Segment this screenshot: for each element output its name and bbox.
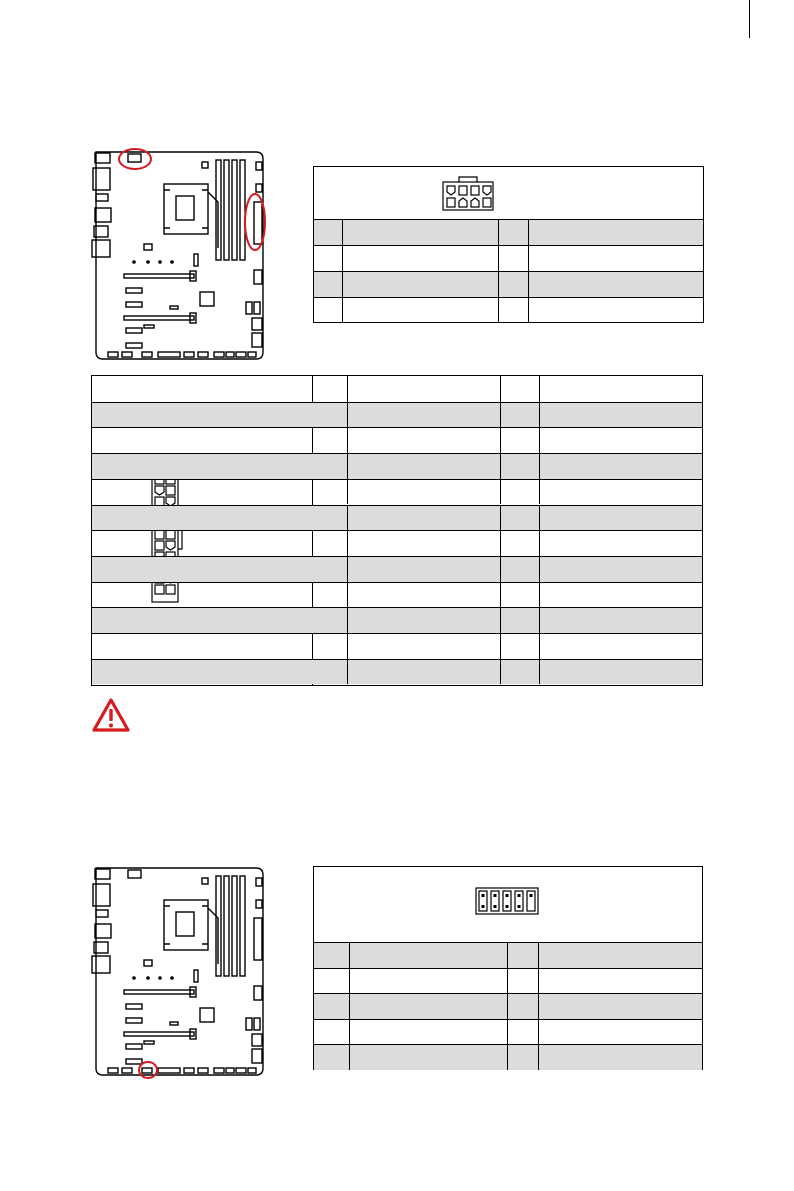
- table-row: [92, 582, 702, 608]
- pin-number: [312, 660, 351, 685]
- signal-name: [539, 376, 706, 402]
- page-edge-mark: [749, 0, 750, 38]
- signal-name: [530, 298, 704, 322]
- table-row: [92, 479, 702, 505]
- signal-name: [539, 454, 706, 479]
- table-row: [92, 607, 702, 633]
- pin-number: [500, 557, 543, 582]
- signal-name: [349, 994, 511, 1019]
- table-row: [314, 1044, 702, 1070]
- pin-number: [312, 634, 351, 659]
- signal-name: [538, 1020, 706, 1045]
- pin-number: [312, 531, 351, 556]
- pin-number: [507, 969, 542, 994]
- 10-pin-header-icon: [475, 886, 541, 916]
- signal-name: [539, 531, 706, 556]
- 8-pin-connector-icon: [441, 176, 495, 212]
- table-row: [92, 376, 702, 402]
- pin-number: [507, 1020, 542, 1045]
- pin-number: [314, 994, 353, 1019]
- signal-name: [347, 506, 504, 531]
- pin-number: [500, 428, 543, 453]
- signal-name: [539, 557, 706, 582]
- table-row: [314, 271, 703, 297]
- signal-name: [530, 246, 704, 271]
- pin-number: [500, 506, 543, 531]
- pin-number: [314, 272, 342, 297]
- signal-name: [349, 1020, 511, 1045]
- header-table: [313, 866, 703, 1070]
- table-row: [314, 1019, 702, 1045]
- pin-number: [312, 428, 351, 453]
- pin-number: [500, 583, 543, 608]
- signal-name: [344, 246, 498, 271]
- table-row: [314, 245, 703, 271]
- pin-number: [507, 994, 542, 1019]
- pin-number: [312, 454, 351, 479]
- pin-number: [500, 634, 543, 659]
- table-row: [314, 942, 702, 968]
- pin-number: [312, 557, 351, 582]
- signal-name: [347, 583, 504, 608]
- table-row: [92, 659, 702, 685]
- signal-name: [347, 660, 504, 685]
- signal-name: [347, 403, 504, 428]
- pin-number: [500, 298, 528, 322]
- pin-number: [314, 298, 342, 322]
- signal-name: [344, 272, 498, 297]
- pin-number: [500, 660, 543, 685]
- signal-name: [530, 272, 704, 297]
- signal-name: [539, 583, 706, 608]
- signal-name: [347, 608, 504, 633]
- pin-number: [314, 220, 342, 245]
- table-row: [92, 427, 702, 453]
- table-row: [92, 402, 702, 428]
- pin-number: [312, 583, 351, 608]
- signal-name: [539, 634, 706, 659]
- signal-name: [347, 557, 504, 582]
- pin-number: [500, 480, 543, 505]
- signal-name: [349, 969, 511, 994]
- signal-name: [539, 480, 706, 505]
- signal-name: [344, 298, 498, 322]
- pin-number: [312, 506, 351, 531]
- signal-name: [539, 403, 706, 428]
- table-row: [92, 530, 702, 556]
- pin-number: [500, 220, 528, 245]
- pin-number: [500, 376, 543, 402]
- pin-number: [314, 246, 342, 271]
- pin-number: [314, 1020, 353, 1045]
- atx-power-table: [91, 375, 703, 686]
- pin-number: [500, 608, 543, 633]
- table-row: [314, 968, 702, 994]
- cpu-power-table: [313, 166, 704, 323]
- pin-number: [312, 608, 351, 633]
- signal-name: [538, 1045, 706, 1070]
- motherboard-diagram-bottom: [86, 862, 268, 1086]
- signal-name: [539, 608, 706, 633]
- pin-number: [314, 969, 353, 994]
- signal-name: [539, 428, 706, 453]
- table-row: [314, 993, 702, 1019]
- signal-name: [344, 220, 498, 245]
- pin-number: [312, 403, 351, 428]
- pin-number: [314, 943, 353, 968]
- pin-number: [312, 376, 351, 402]
- pin-number: [500, 403, 543, 428]
- signal-name: [347, 376, 504, 402]
- table-row: [92, 453, 702, 479]
- signal-name: [539, 506, 706, 531]
- signal-name: [347, 480, 504, 505]
- signal-name: [538, 994, 706, 1019]
- signal-name: [347, 634, 504, 659]
- pin-number: [314, 1045, 353, 1070]
- signal-name: [347, 428, 504, 453]
- signal-name: [530, 220, 704, 245]
- signal-name: [539, 660, 706, 685]
- pin-number: [507, 1045, 542, 1070]
- table-row: [92, 556, 702, 582]
- table-row: [314, 219, 703, 245]
- signal-name: [347, 454, 504, 479]
- signal-name: [538, 969, 706, 994]
- table-row: [92, 633, 702, 659]
- signal-name: [349, 943, 511, 968]
- signal-name: [347, 531, 504, 556]
- motherboard-diagram-top: [86, 140, 268, 364]
- pin-number: [500, 454, 543, 479]
- pin-number: [500, 246, 528, 271]
- signal-name: [349, 1045, 511, 1070]
- warning-triangle-icon: [91, 697, 131, 733]
- pin-number: [500, 272, 528, 297]
- signal-name: [538, 943, 706, 968]
- pin-number: [500, 531, 543, 556]
- pin-number: [312, 480, 351, 505]
- table-row: [92, 505, 702, 531]
- pin-number: [507, 943, 542, 968]
- table-row: [314, 297, 703, 322]
